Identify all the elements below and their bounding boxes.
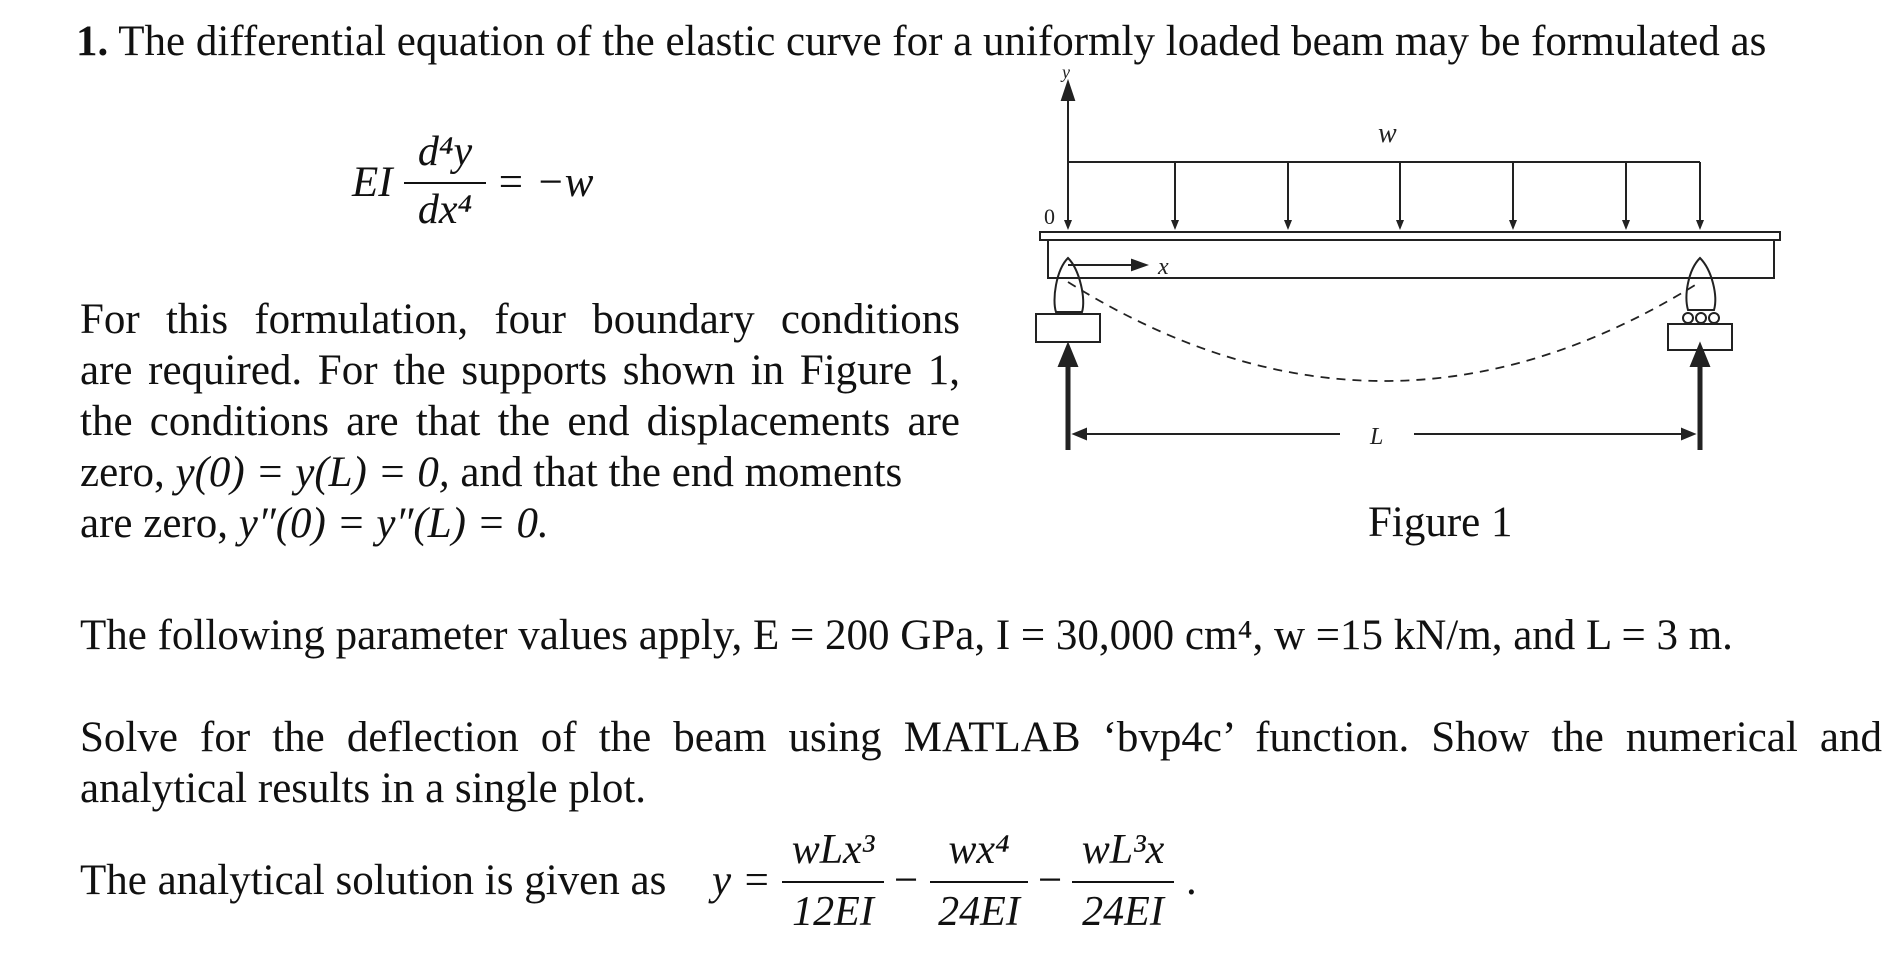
beam-top-plate bbox=[1040, 232, 1780, 240]
bc-line-2: are required. For the supports shown in Figure 1, bbox=[80, 347, 960, 394]
term2-numerator: wx⁴ bbox=[948, 827, 1010, 873]
bc-line-1: For this formulation, four boundary conditions bbox=[80, 296, 960, 343]
left-support-pin bbox=[1055, 258, 1084, 312]
figure-label-L: L bbox=[1370, 424, 1384, 450]
figure-label-x: x bbox=[1158, 254, 1169, 280]
term1-bar bbox=[782, 881, 884, 883]
deflection-curve bbox=[1068, 282, 1700, 381]
task-line-2: analytical results in a single plot. bbox=[80, 765, 647, 812]
y-axis-arrowhead bbox=[1062, 82, 1074, 100]
analytical-period: . bbox=[1186, 857, 1197, 904]
analytical-y-eq: y = bbox=[712, 857, 771, 904]
parameters-line: The following parameter values apply, E = 200 GPa, I = 30,000 cm⁴, w =15 kN/m, and L = 3 m. bbox=[80, 612, 1733, 659]
bc-line-4-math: y(0) = y(L) = 0, bbox=[175, 449, 450, 496]
span-arrowhead-right bbox=[1682, 429, 1694, 439]
bc-paragraph bbox=[80, 294, 960, 549]
right-reaction-arrowhead bbox=[1691, 344, 1709, 366]
minus-2: − bbox=[1038, 857, 1063, 904]
term3-denominator: 24EI bbox=[1082, 889, 1164, 935]
task-line-1: Solve for the deflection of the beam using MATLAB ‘bvp4c’ function. Show the numerical and bbox=[80, 714, 1882, 761]
problem-intro-text: The differential equation of the elastic curve for a uniformly loaded beam may be formulated as bbox=[118, 18, 1767, 65]
ode-denominator: dx⁴ bbox=[417, 187, 473, 233]
problem-number: 1. bbox=[76, 18, 109, 65]
bc-line-5 bbox=[80, 498, 960, 549]
bc-line-5-a: are zero, bbox=[80, 500, 228, 547]
left-support-base bbox=[1036, 314, 1100, 342]
term1-numerator: wLx³ bbox=[791, 827, 875, 873]
right-support-pin bbox=[1687, 258, 1716, 310]
term3-numerator: wL³x bbox=[1081, 827, 1165, 873]
left-reaction-arrowhead bbox=[1059, 344, 1077, 366]
x-axis-arrowhead bbox=[1132, 260, 1146, 270]
beam-figure bbox=[1000, 60, 1820, 480]
ode-fraction-bar bbox=[404, 182, 486, 184]
figure-label-w: w bbox=[1378, 118, 1397, 149]
ode-rhs: = −w bbox=[496, 159, 594, 206]
right-support-rollers bbox=[1683, 313, 1719, 323]
term2-denominator: 24EI bbox=[938, 889, 1020, 935]
bc-line-4 bbox=[80, 447, 960, 498]
figure-label-0: 0 bbox=[1044, 204, 1055, 229]
figure-caption: Figure 1 bbox=[1368, 499, 1513, 546]
bc-line-4-a: zero, bbox=[80, 449, 165, 496]
bc-line-3: the conditions are that the end displacements are bbox=[80, 398, 960, 445]
span-arrowhead-left bbox=[1074, 429, 1086, 439]
ode-lhs-prefix: EI bbox=[352, 159, 393, 206]
bc-line-5-math: y″(0) = y″(L) = 0. bbox=[238, 500, 549, 547]
beam-body bbox=[1048, 240, 1774, 278]
term2-bar bbox=[930, 881, 1028, 883]
task-paragraph bbox=[80, 712, 1882, 814]
load-arrowheads bbox=[1064, 220, 1704, 230]
minus-1: − bbox=[894, 857, 919, 904]
term1-denominator: 12EI bbox=[792, 889, 874, 935]
figure-label-y: y bbox=[1062, 62, 1070, 82]
analytical-lead: The analytical solution is given as bbox=[80, 857, 667, 904]
ode-numerator: d⁴y bbox=[417, 129, 473, 175]
term3-bar bbox=[1072, 881, 1174, 883]
bc-line-4-b: and that the end moments bbox=[460, 449, 903, 496]
load-arrows bbox=[1068, 162, 1700, 226]
